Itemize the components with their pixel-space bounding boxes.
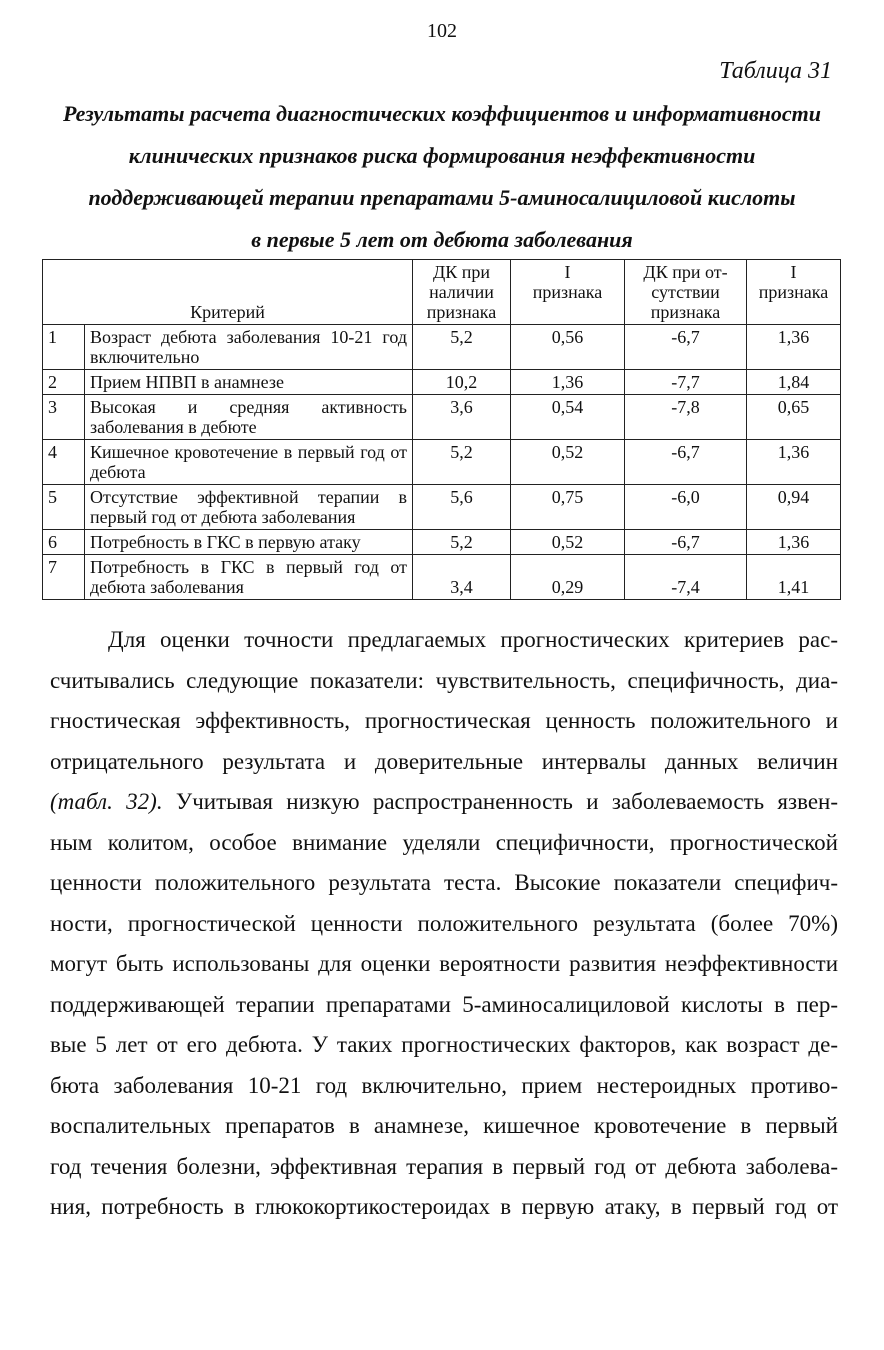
cell-dk-absent: -6,7: [625, 530, 747, 555]
table-caption: [30, 93, 854, 261]
body-line: считывались следующие показатели: чувствительность, специфичность, диа-: [50, 667, 838, 693]
row-criterion: Отсутствие эффективной терапии в первый год от дебюта заболевания: [85, 485, 413, 530]
body-line: ценности положительного результата теста. Высокие показатели специфич-: [50, 870, 838, 895]
header-dk-present: [413, 260, 511, 325]
cell-i-absent: 1,41: [747, 555, 841, 600]
row-number: 6: [43, 530, 85, 555]
body-line: могут быть использованы для оценки вероятности развития неэффективности: [50, 951, 838, 976]
body-line: отрицательного результата и доверительные интервалы данных величин: [50, 748, 838, 774]
body-line: ным колитом, особое внимание уделяли специфичности, прогностической: [50, 829, 838, 855]
body-line: поддерживающей терапии препаратами 5-аминосалициловой кислоты в пер-: [50, 991, 838, 1017]
cell-dk-present: 5,2: [413, 530, 511, 555]
row-number: 7: [43, 555, 85, 600]
body-line: Для оценки точности предлагаемых прогностических критериев рас-: [108, 627, 838, 652]
body-line: ности, прогностической ценности положительного результата (более 70%): [50, 910, 838, 936]
header-line: ДК при от-: [643, 262, 728, 282]
row-criterion: Кишечное кровотечение в первый год от дебюта: [85, 440, 413, 485]
cell-dk-absent: -7,4: [625, 555, 747, 600]
cell-i-absent: 1,36: [747, 325, 841, 370]
header-line: признака: [650, 302, 721, 322]
row-criterion: Потребность в ГКС в первый год от дебюта заболевания: [85, 555, 413, 600]
header-line: ДК при: [432, 262, 491, 282]
cell-i-present: 0,75: [511, 485, 625, 530]
table-reference: (табл. 32).: [50, 789, 163, 814]
cell-i-absent: 0,65: [747, 395, 841, 440]
table-row: [43, 325, 841, 370]
cell-i-absent: 1,36: [747, 440, 841, 485]
table-row: [43, 530, 841, 555]
cell-i-present: 0,54: [511, 395, 625, 440]
body-paragraph: [50, 620, 838, 1228]
cell-i-present: 0,52: [511, 440, 625, 485]
body-line: ния, потребность в глюкокортикостероидах в первую атаку, в первый год от: [50, 1194, 838, 1219]
table-row: [43, 395, 841, 440]
table-label: Таблица 31: [719, 58, 832, 84]
body-line: год течения болезни, эффективная терапия в первый год от дебюта заболева-: [50, 1153, 838, 1179]
cell-dk-absent: -6,7: [625, 440, 747, 485]
header-line: I: [564, 262, 571, 282]
cell-i-absent: 1,36: [747, 530, 841, 555]
cell-i-absent: 0,94: [747, 485, 841, 530]
table-header-row: [43, 260, 841, 325]
table-row: [43, 440, 841, 485]
header-line: признака: [758, 282, 829, 302]
cell-i-absent: 1,84: [747, 370, 841, 395]
table-row: [43, 485, 841, 530]
cell-dk-absent: -7,7: [625, 370, 747, 395]
body-line: вые 5 лет от его дебюта. У таких прогностических факторов, как возраст де-: [50, 1032, 838, 1057]
cell-dk-absent: -6,7: [625, 325, 747, 370]
page-number: 102: [427, 20, 457, 42]
row-number: 4: [43, 440, 85, 485]
body-line-text: Учитывая низкую распространенность и заболеваемость язвен-: [162, 789, 838, 814]
row-number: 1: [43, 325, 85, 370]
header-line: наличии: [429, 282, 494, 302]
body-line: гностическая эффективность, прогностическая ценность положительного и: [50, 708, 838, 733]
body-line: воспалительных препаратов в анамнезе, кишечное кровотечение в первый: [50, 1113, 838, 1138]
cell-dk-present: 5,2: [413, 440, 511, 485]
table-row: [43, 370, 841, 395]
row-criterion: Возраст дебюта заболевания 10-21 год включительно: [85, 325, 413, 370]
cell-dk-absent: -7,8: [625, 395, 747, 440]
header-line: сутствии: [651, 282, 720, 302]
cell-dk-present: 5,6: [413, 485, 511, 530]
header-criterion: Критерий: [43, 260, 413, 325]
header-line: I: [790, 262, 797, 282]
row-criterion: Потребность в ГКС в первую атаку: [85, 530, 413, 555]
body-line: [50, 782, 838, 823]
cell-i-present: 0,52: [511, 530, 625, 555]
header-line: признака: [532, 282, 603, 302]
cell-i-present: 0,56: [511, 325, 625, 370]
header-i-present: [511, 260, 625, 325]
cell-dk-absent: -6,0: [625, 485, 747, 530]
cell-i-present: 0,29: [511, 555, 625, 600]
caption-line: Результаты расчета диагностических коэффициентов и информативности: [62, 101, 822, 126]
cell-i-present: 1,36: [511, 370, 625, 395]
row-number: 5: [43, 485, 85, 530]
header-i-absent: [747, 260, 841, 325]
header-dk-absent: [625, 260, 747, 325]
caption-line: поддерживающей терапии препаратами 5-аминосалициловой кислоты: [88, 185, 796, 210]
cell-dk-present: 3,6: [413, 395, 511, 440]
row-number: 2: [43, 370, 85, 395]
caption-line: клинических признаков риска формирования неэффективности: [128, 143, 756, 168]
table-row: [43, 555, 841, 600]
criteria-table: [42, 259, 841, 600]
cell-dk-present: 10,2: [413, 370, 511, 395]
row-criterion: Прием НПВП в анамнезе: [85, 370, 413, 395]
row-criterion: Высокая и средняя активность заболевания в дебюте: [85, 395, 413, 440]
header-line: признака: [426, 302, 497, 322]
row-number: 3: [43, 395, 85, 440]
caption-line: в первые 5 лет от дебюта заболевания: [251, 227, 633, 252]
cell-dk-present: 3,4: [413, 555, 511, 600]
cell-dk-present: 5,2: [413, 325, 511, 370]
body-line: бюта заболевания 10-21 год включительно, прием нестероидных противо-: [50, 1072, 838, 1098]
